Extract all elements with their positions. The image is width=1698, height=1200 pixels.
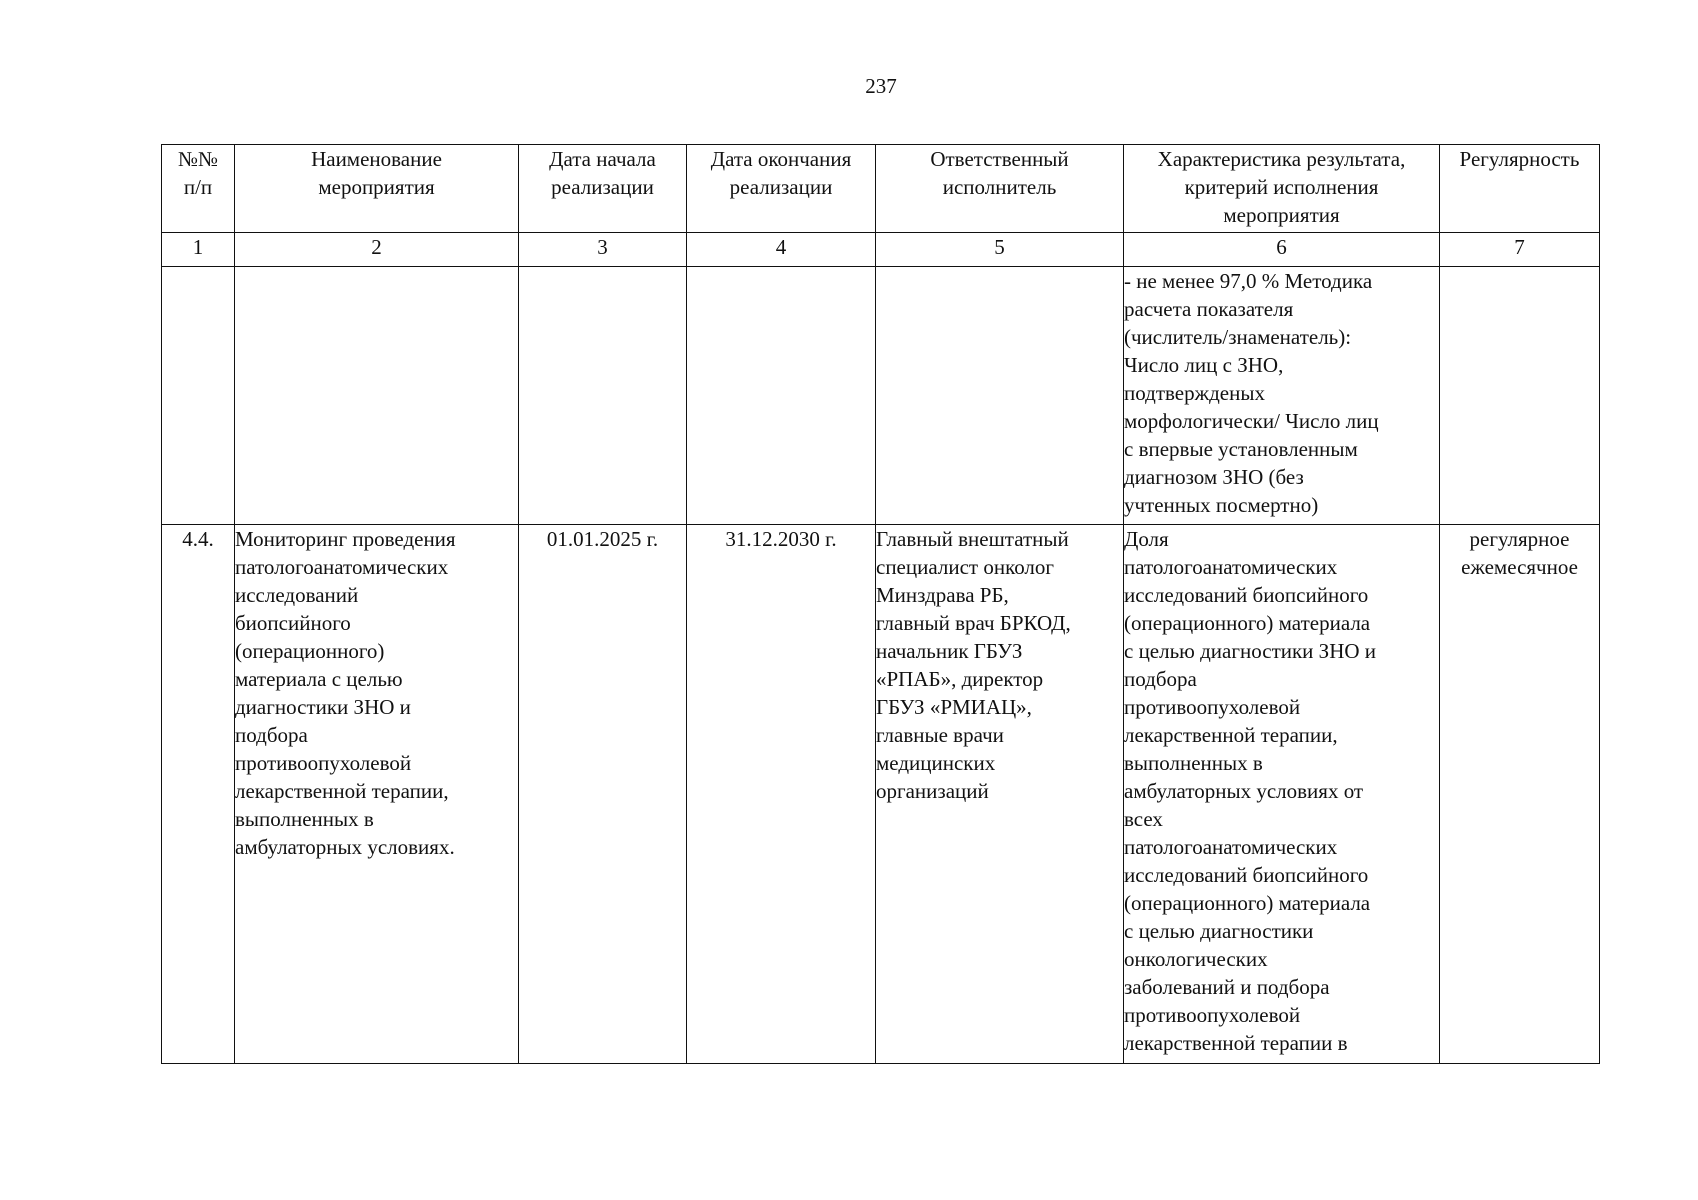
regularity: регулярное ежемесячное [1461,527,1578,579]
header-label: Характеристика результата, критерий исполнения мероприятия [1157,147,1406,227]
header-row [162,145,1600,233]
header-label: Дата начала реализации [549,147,656,199]
header-label: Дата окончания реализации [710,147,852,199]
empty-cell [519,267,687,525]
column-number: 2 [235,233,519,267]
activities-table [161,144,1600,1064]
column-number: 7 [1440,233,1600,267]
empty-cell [235,267,519,525]
header-label: Ответственный исполнитель [930,147,1069,199]
activity-name: Мониторинг проведения патологоанатомических исследований биопсийного (операционного) материала с целью диагностики ЗНО и подбора противоопухолевой лекарственной терапии, выполненных в амбулаторных условиях. [235,527,456,859]
table-row-4-4 [162,525,1600,1064]
header-label: Регулярность [1459,147,1580,171]
column-number: 4 [687,233,876,267]
responsible-executor: Главный внештатный специалист онколог Минздрава РБ, главный врач БРКОД, начальник ГБУЗ «РПАБ», директор ГБУЗ «РМИАЦ», главные врачи медицинских организаций [876,527,1071,803]
header-label: №№ п/п [177,147,219,199]
continuation-row [162,267,1600,525]
header-cell-regularity [1440,145,1600,233]
empty-cell [687,267,876,525]
column-number: 6 [1124,233,1440,267]
start-date: 01.01.2025 г. [546,527,659,551]
characteristic-text: Доля патологоанатомических исследований биопсийного (операционного) материала с целью диагностики ЗНО и подбора противоопухолевой лекарственной терапии, выполненных в амбулаторных условиях от всех патологоанатомических исследований биопсийного (операционного) материала с целью диагностики онкологических заболеваний и подбора противоопухолевой лекарственной терапии в [1124,527,1377,1055]
header-cell-start-date [519,145,687,233]
characteristic-cell [1124,525,1440,1064]
start-date-cell [519,525,687,1064]
empty-cell [162,267,235,525]
column-number: 3 [519,233,687,267]
responsible-cell [876,525,1124,1064]
activity-name-cell [235,525,519,1064]
characteristic-cell [1124,267,1440,525]
header-cell-number [162,145,235,233]
column-number-row [162,233,1600,267]
header-cell-end-date [687,145,876,233]
empty-cell [1440,267,1600,525]
empty-cell [876,267,1124,525]
header-cell-responsible [876,145,1124,233]
header-label: Наименование мероприятия [311,147,442,199]
characteristic-text: - не менее 97,0 % Методика расчета показателя (числитель/знаменатель): Число лиц с ЗНО, подтвержденых морфологически/ Число лиц с впервые установленным диагнозом ЗНО (без учтенных посмертно) [1124,269,1379,517]
page-number: 237 [865,74,897,98]
header-cell-characteristic [1124,145,1440,233]
column-number: 5 [876,233,1124,267]
end-date-cell [687,525,876,1064]
row-number-cell [162,525,235,1064]
header-cell-name [235,145,519,233]
end-date: 31.12.2030 г. [725,527,837,551]
row-number: 4.4. [182,527,214,551]
column-number: 1 [162,233,235,267]
regularity-cell [1440,525,1600,1064]
